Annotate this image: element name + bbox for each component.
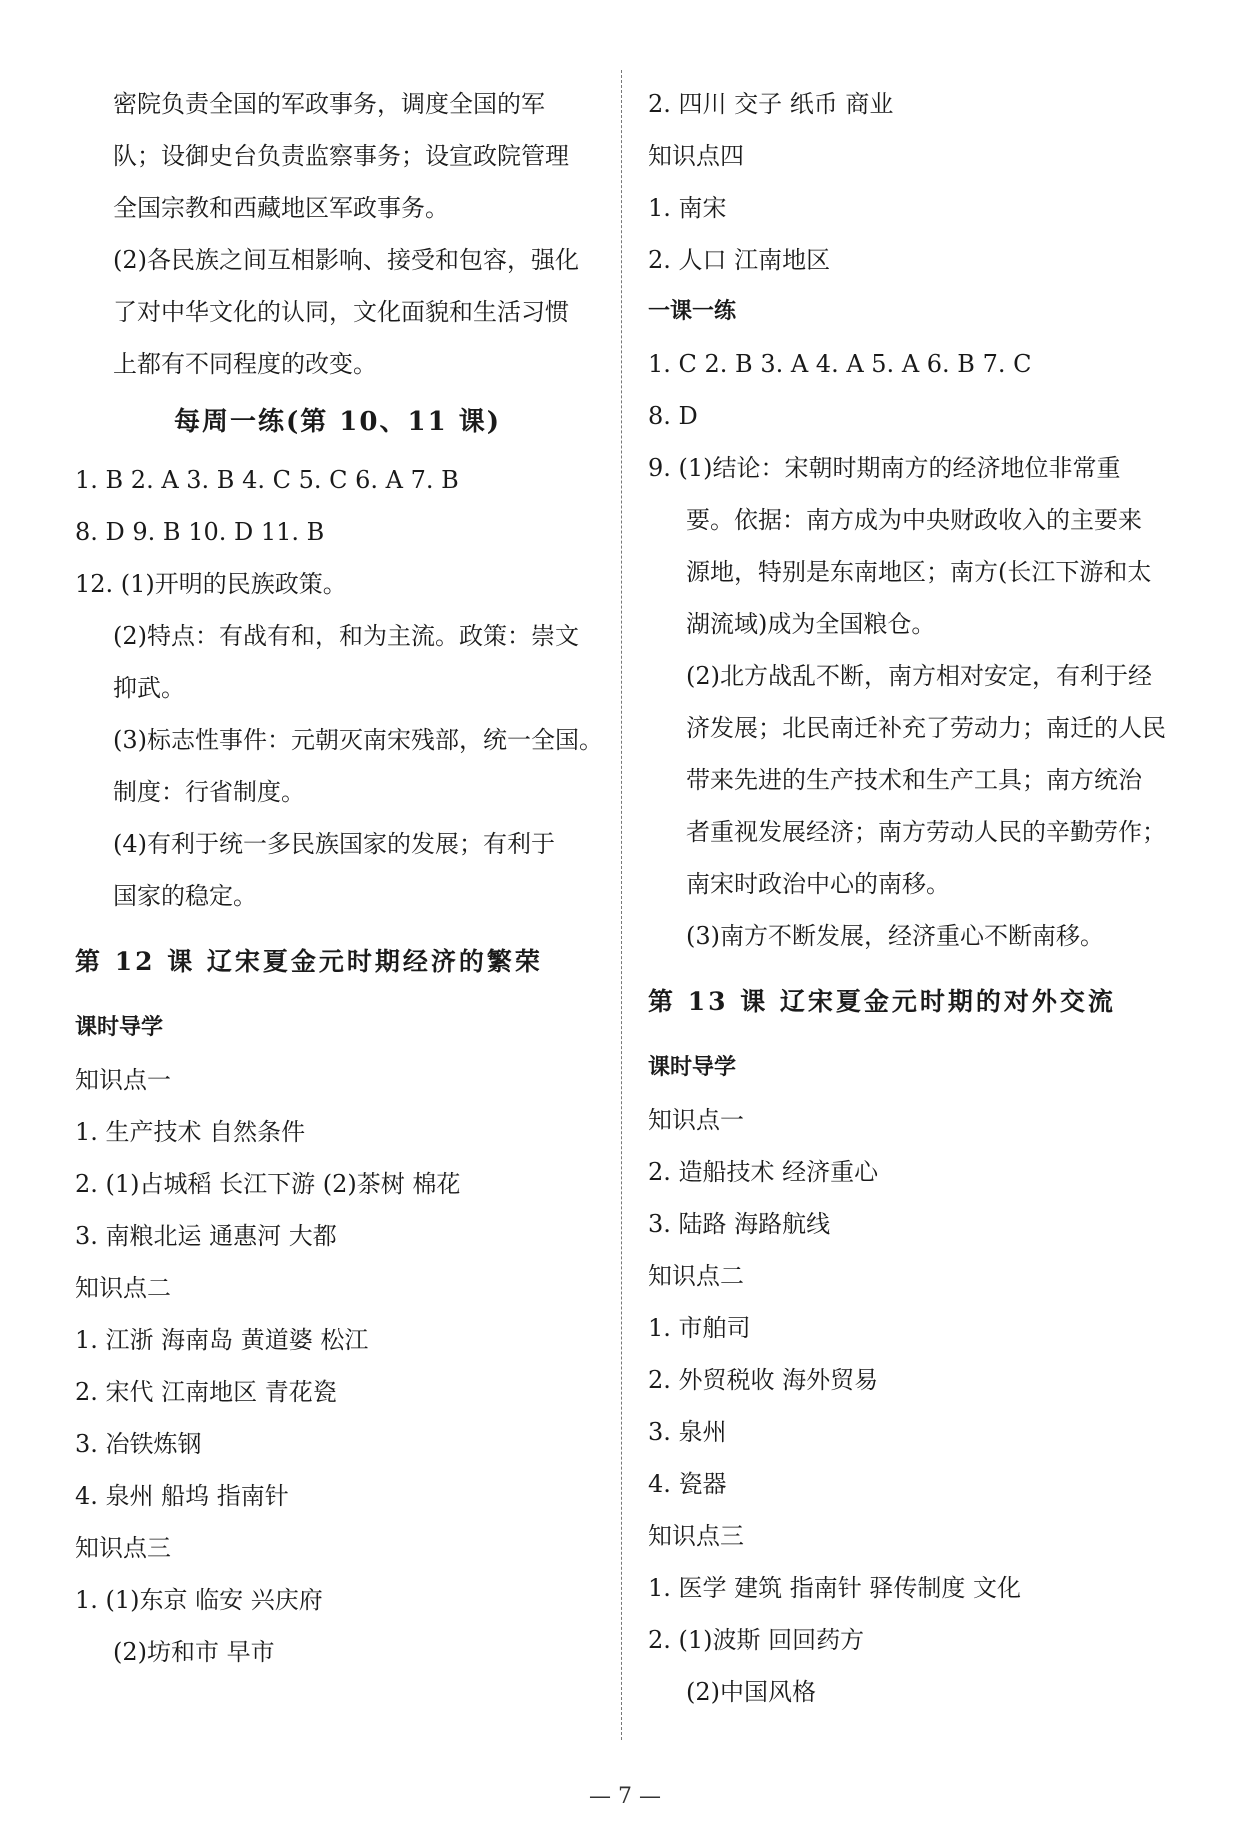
text-line: 2. 造船技术 经济重心 bbox=[648, 1158, 879, 1186]
page-number: — 7 — bbox=[589, 1784, 661, 1809]
text-line: 4. 瓷器 bbox=[648, 1470, 727, 1498]
text-line: (3)标志性事件：元朝灭南宋残部，统一全国。 bbox=[113, 726, 603, 754]
subsection-heading: 课时导学 bbox=[75, 1015, 164, 1040]
text-line: 知识点二 bbox=[75, 1274, 171, 1302]
text-line: 1. 南宋 bbox=[648, 194, 727, 222]
subsection-heading: 课时导学 bbox=[648, 1055, 737, 1080]
text-line: 全国宗教和西藏地区军政事务。 bbox=[113, 194, 449, 222]
text-line: 1. B 2. A 3. B 4. C 5. C 6. A 7. B bbox=[75, 466, 459, 494]
text-line: 队；设御史台负责监察事务；设宣政院管理 bbox=[113, 142, 569, 170]
text-line: 南宋时政治中心的南移。 bbox=[686, 870, 950, 898]
text-line: 2. 宋代 江南地区 青花瓷 bbox=[75, 1378, 337, 1406]
text-line: 3. 泉州 bbox=[648, 1418, 727, 1446]
text-line: 密院负责全国的军政事务，调度全国的军 bbox=[113, 90, 545, 118]
column-divider bbox=[621, 70, 623, 1740]
text-line: 3. 冶铁炼钢 bbox=[75, 1430, 202, 1458]
text-line: 知识点一 bbox=[75, 1066, 171, 1094]
text-line: 2. 外贸税收 海外贸易 bbox=[648, 1366, 879, 1394]
text-line: (4)有利于统一多民族国家的发展；有利于 bbox=[113, 830, 555, 858]
left-column bbox=[75, 78, 603, 1678]
text-line: 4. 泉州 船坞 指南针 bbox=[75, 1482, 289, 1510]
text-line: 2. (1)占城稻 长江下游 (2)茶树 棉花 bbox=[75, 1170, 461, 1198]
text-line: (2)北方战乱不断，南方相对安定，有利于经 bbox=[686, 662, 1152, 690]
text-line: 要。依据：南方成为中央财政收入的主要来 bbox=[686, 506, 1142, 534]
text-line: 知识点三 bbox=[75, 1534, 171, 1562]
text-line: 知识点一 bbox=[648, 1106, 744, 1134]
text-line: 1. (1)东京 临安 兴庆府 bbox=[75, 1586, 323, 1614]
text-line: (2)坊和市 早市 bbox=[113, 1638, 275, 1666]
text-line: 者重视发展经济；南方劳动人民的辛勤劳作； bbox=[686, 818, 1166, 846]
text-line: 源地，特别是东南地区；南方(长江下游和太 bbox=[686, 558, 1152, 586]
text-line: 1. 医学 建筑 指南针 驿传制度 文化 bbox=[648, 1574, 1022, 1602]
text-line: (2)中国风格 bbox=[686, 1678, 816, 1706]
text-line: 带来先进的生产技术和生产工具；南方统治 bbox=[686, 766, 1142, 794]
text-line: 制度：行省制度。 bbox=[113, 778, 305, 806]
text-line: 济发展；北民南迁补充了劳动力；南迁的人民 bbox=[686, 714, 1166, 742]
text-line: (2)各民族之间互相影响、接受和包容，强化 bbox=[113, 246, 579, 274]
text-line: 8. D 9. B 10. D 11. B bbox=[75, 518, 325, 546]
text-line: 2. 人口 江南地区 bbox=[648, 246, 831, 274]
text-line: 知识点三 bbox=[648, 1522, 744, 1550]
text-line: 2. (1)波斯 回回药方 bbox=[648, 1626, 865, 1654]
text-line: 了对中华文化的认同，文化面貌和生活习惯 bbox=[113, 298, 569, 326]
text-line: (3)南方不断发展，经济重心不断南移。 bbox=[686, 922, 1104, 950]
text-line: 1. 江浙 海南岛 黄道婆 松江 bbox=[75, 1326, 369, 1354]
text-line: 1. 市舶司 bbox=[648, 1314, 751, 1342]
text-line: 1. C 2. B 3. A 4. A 5. A 6. B 7. C bbox=[648, 350, 1032, 378]
text-line: 上都有不同程度的改变。 bbox=[113, 350, 377, 378]
text-line: 9. (1)结论：宋朝时期南方的经济地位非常重 bbox=[648, 454, 1121, 482]
lesson-heading: 第 12 课 辽宋夏金元时期经济的繁荣 bbox=[75, 947, 543, 976]
right-column bbox=[648, 78, 1178, 1718]
text-line: 湖流域)成为全国粮仓。 bbox=[686, 610, 936, 638]
text-line: 8. D bbox=[648, 402, 698, 430]
text-line: 国家的稳定。 bbox=[113, 882, 257, 910]
text-line: 12. (1)开明的民族政策。 bbox=[75, 570, 347, 598]
text-line: 1. 生产技术 自然条件 bbox=[75, 1118, 306, 1146]
text-line: 3. 南粮北运 通惠河 大都 bbox=[75, 1222, 337, 1250]
text-line: 知识点二 bbox=[648, 1262, 744, 1290]
section-title: 每周一练(第 10、11 课) bbox=[173, 407, 502, 437]
text-line: 2. 四川 交子 纸币 商业 bbox=[648, 90, 894, 118]
lesson-heading: 第 13 课 辽宋夏金元时期的对外交流 bbox=[648, 987, 1116, 1016]
text-line: 3. 陆路 海路航线 bbox=[648, 1210, 831, 1238]
subsection-heading: 一课一练 bbox=[648, 299, 737, 324]
text-line: 抑武。 bbox=[113, 674, 185, 702]
text-line: (2)特点：有战有和，和为主流。政策：崇文 bbox=[113, 622, 579, 650]
text-line: 知识点四 bbox=[648, 142, 744, 170]
